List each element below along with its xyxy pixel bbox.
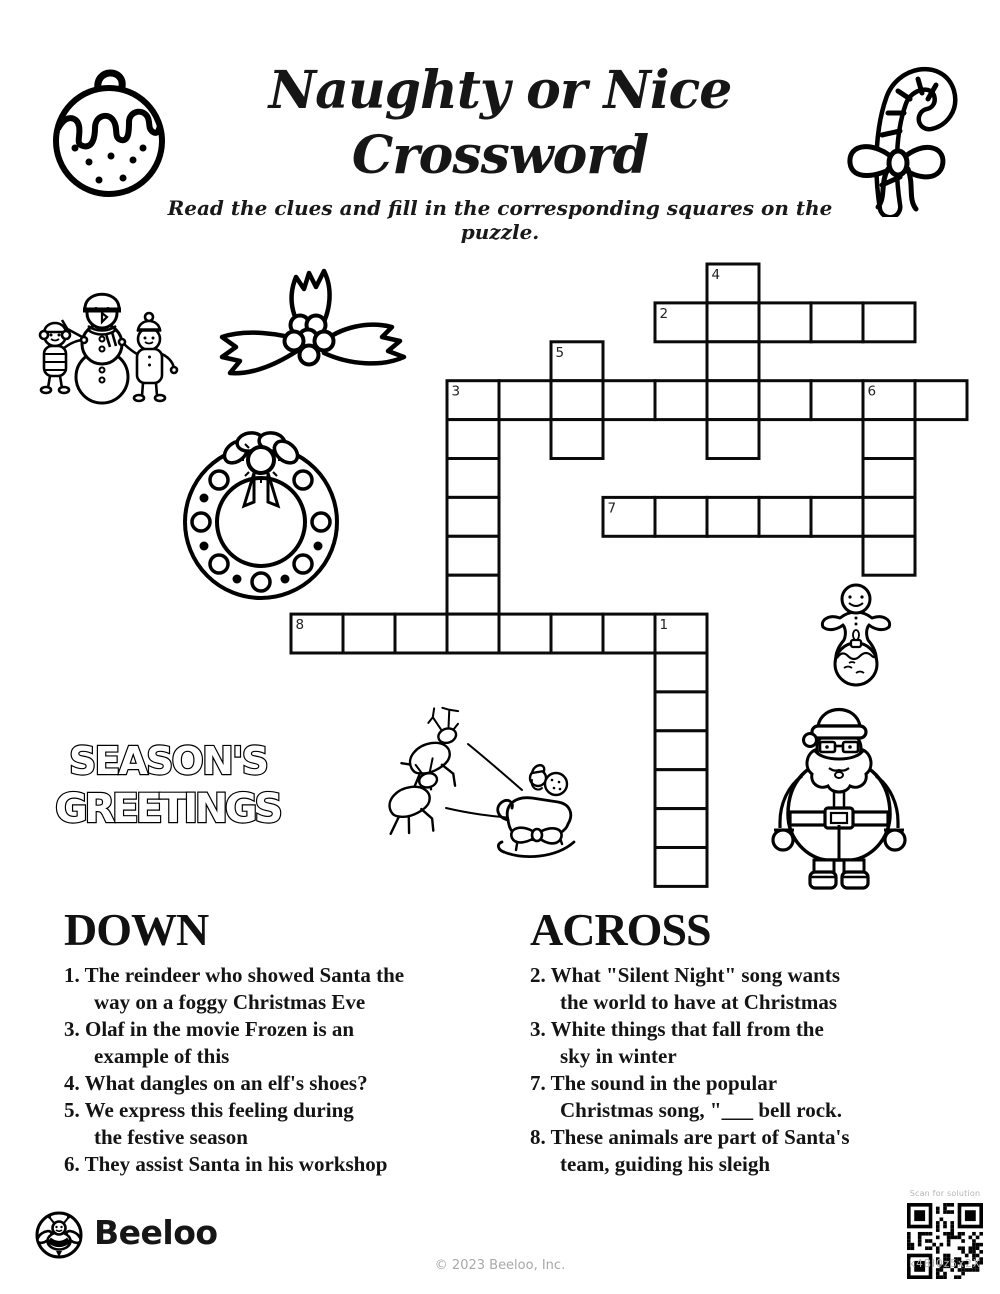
crossword-cell[interactable] <box>603 381 655 420</box>
clue-down-6: 6. They assist Santa in his workshop <box>64 1152 388 1176</box>
clue-down-3: 3. Olaf in the movie Frozen is an example of this <box>64 1017 355 1068</box>
crossword-cell[interactable] <box>863 303 915 342</box>
crossword-cell[interactable] <box>759 497 811 536</box>
crossword-cell[interactable] <box>447 536 499 575</box>
qr-caption: Scan for solution <box>909 1189 981 1198</box>
clues-down-section <box>64 904 456 1178</box>
brand-wordmark: Beeloo <box>94 1213 218 1252</box>
crossword-cell[interactable] <box>655 847 707 886</box>
cell-number: 2 <box>659 305 669 322</box>
crossword-cell[interactable] <box>655 692 707 731</box>
candy-cane-icon <box>840 57 965 217</box>
clue-across-3: 3. White things that fall from the sky in winter <box>530 1017 824 1068</box>
crossword-cell[interactable] <box>551 381 603 420</box>
cell-number: 1 <box>659 617 669 634</box>
clue-across-8: 8. These animals are part of Santa's team, guiding his sleigh <box>530 1125 850 1176</box>
crossword-cell[interactable] <box>655 731 707 770</box>
crossword-cell[interactable] <box>499 614 551 653</box>
cell-number: 4 <box>711 266 721 283</box>
page-subtitle: Read the clues and fill in the corresponding squares on the puzzle. <box>167 196 833 244</box>
crossword-cell[interactable] <box>499 381 551 420</box>
santa-claus-icon <box>768 696 910 892</box>
gingerbread-man-icon <box>816 582 896 688</box>
crossword-cell[interactable] <box>707 303 759 342</box>
crossword-cell[interactable] <box>863 458 915 497</box>
cell-number: 8 <box>295 617 305 634</box>
across-heading: ACROSS <box>530 904 711 955</box>
crossword-cell[interactable] <box>551 614 603 653</box>
seasons-greetings-line1: SEASON'S <box>69 739 269 783</box>
clues-across-section <box>530 904 950 1178</box>
crossword-cell[interactable] <box>811 497 863 536</box>
crossword-cell[interactable] <box>655 653 707 692</box>
crossword-cell[interactable] <box>915 381 967 420</box>
crossword-cell[interactable] <box>395 614 447 653</box>
copyright-text: © 2023 Beeloo, Inc. <box>434 1258 566 1273</box>
crossword-cell[interactable] <box>447 497 499 536</box>
down-heading: DOWN <box>64 904 209 955</box>
crossword-cell[interactable] <box>447 420 499 459</box>
crossword-cell[interactable] <box>447 458 499 497</box>
crossword-cell[interactable] <box>707 420 759 459</box>
qr-code-text: k4BI0z5x2X <box>908 1258 982 1270</box>
crossword-cell[interactable] <box>707 381 759 420</box>
snowman-family-illustration <box>18 276 186 406</box>
crossword-cell[interactable] <box>707 497 759 536</box>
crossword-cell[interactable] <box>863 536 915 575</box>
crossword-cell[interactable] <box>603 614 655 653</box>
clue-across-2: 2. What "Silent Night" song wants the world to have at Christmas <box>530 963 840 1014</box>
crossword-cell[interactable] <box>655 497 707 536</box>
clue-down-5: 5. We express this feeling during the festive season <box>64 1098 354 1149</box>
crossword-cell[interactable] <box>551 420 603 459</box>
crossword-cell[interactable] <box>759 381 811 420</box>
santa-sleigh-reindeer-illustration <box>372 690 577 878</box>
seasons-greetings-line2: GREETINGS <box>55 786 283 832</box>
seasons-greetings-bubble-text <box>48 736 290 836</box>
cell-number: 6 <box>867 383 877 400</box>
crossword-cell[interactable] <box>811 381 863 420</box>
crossword-cell[interactable] <box>707 342 759 381</box>
cell-number: 5 <box>555 344 565 361</box>
crossword-cell[interactable] <box>655 809 707 848</box>
crossword-cell[interactable] <box>447 614 499 653</box>
crossword-cell[interactable] <box>343 614 395 653</box>
down-clue-list <box>64 962 456 1178</box>
page-title: Naughty or Nice Crossword <box>268 60 732 186</box>
clue-down-1: 1. The reindeer who showed Santa the way on a foggy Christmas Eve <box>64 963 405 1014</box>
crossword-cell[interactable] <box>863 420 915 459</box>
crossword-cell[interactable] <box>447 575 499 614</box>
across-clue-list <box>530 962 950 1178</box>
crossword-cell[interactable] <box>863 497 915 536</box>
cell-number: 7 <box>607 500 617 517</box>
bee-icon <box>34 1210 84 1260</box>
crossword-cell[interactable] <box>759 303 811 342</box>
crossword-cell[interactable] <box>811 303 863 342</box>
header <box>140 58 860 244</box>
crossword-cell[interactable] <box>655 770 707 809</box>
crossword-cell[interactable] <box>655 381 707 420</box>
clue-down-4: 4. What dangles on an elf's shoes? <box>64 1071 368 1095</box>
cell-number: 3 <box>451 383 461 400</box>
clue-across-7: 7. The sound in the popular Christmas song, "___ bell rock. <box>530 1071 842 1122</box>
